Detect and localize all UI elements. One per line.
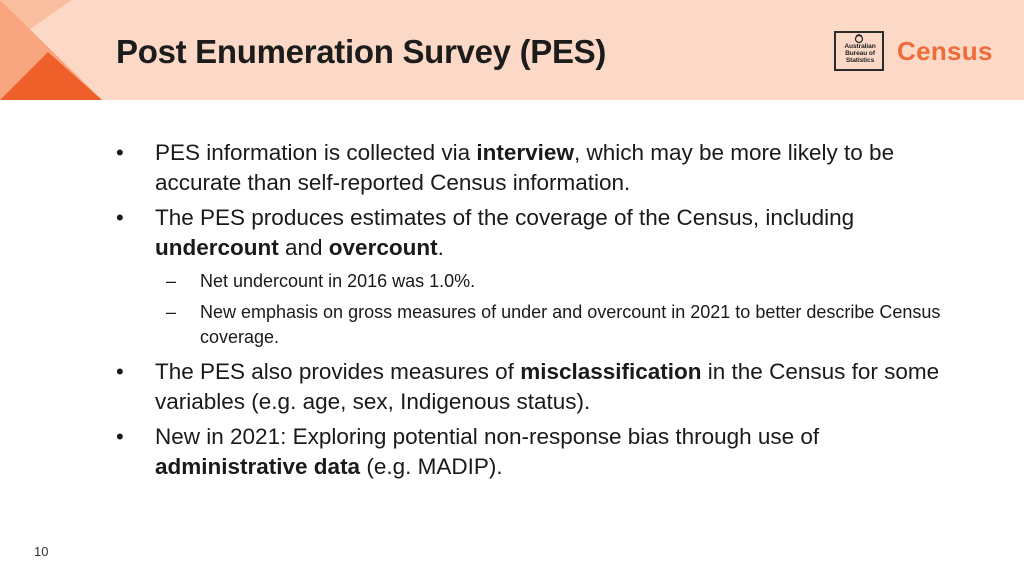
page-number: 10 [34, 544, 49, 559]
bullet-item [116, 422, 976, 482]
bullet-text: The PES also provides measures of [155, 359, 521, 384]
bullet-text: PES information is collected via [155, 140, 477, 165]
header-band [0, 0, 1024, 100]
abs-line-3: Statistics [845, 56, 875, 64]
sub-bullet-text: Net undercount in 2016 was 1.0%. [200, 271, 476, 291]
bullet-text: New in 2021: Exploring potential non-response bias through use of [155, 424, 820, 449]
bullet-text: The PES produces estimates of the coverage of the Census, including [155, 205, 855, 230]
bullet-icon: • [116, 424, 124, 449]
bullet-icon: • [116, 359, 124, 384]
corner-decoration [0, 0, 102, 100]
bullet-text: in the Census for some variables (e.g. age, sex, Indigenous status). [155, 359, 940, 414]
abs-line-1: Australian [844, 43, 876, 50]
abs-logo [834, 31, 884, 71]
bullet-emphasis: undercount [155, 235, 279, 260]
abs-line-2: Bureau of [845, 49, 875, 57]
bullet-emphasis: misclassification [520, 359, 702, 384]
dash-icon: – [166, 302, 177, 322]
sub-bullet-item [116, 300, 976, 350]
bullet-item [116, 357, 976, 417]
census-logo-text: Census [897, 36, 993, 66]
sub-bullet-text: New emphasis on gross measures of under and overcount in 2021 to better describe Census coverage. [200, 302, 941, 347]
page-title: Post Enumeration Survey (PES) [116, 33, 607, 70]
abs-wordmark [839, 44, 881, 64]
sub-bullet-item [116, 269, 976, 294]
bullet-text: (e.g. MADIP). [360, 454, 503, 479]
bullet-text: , which may be more likely to be accurate than self-reported Census information. [155, 140, 895, 195]
bullet-emphasis: interview [476, 140, 574, 165]
bullet-emphasis: overcount [328, 235, 438, 260]
bullet-list [116, 138, 976, 482]
bullet-emphasis: administrative data [155, 454, 361, 479]
bullet-icon: • [116, 140, 124, 165]
dash-icon: – [166, 271, 177, 291]
bullet-text: and [278, 235, 329, 260]
bullet-item [116, 138, 976, 198]
bullet-icon: • [116, 205, 124, 230]
bullet-item [116, 203, 976, 263]
bullet-text: . [437, 235, 444, 260]
